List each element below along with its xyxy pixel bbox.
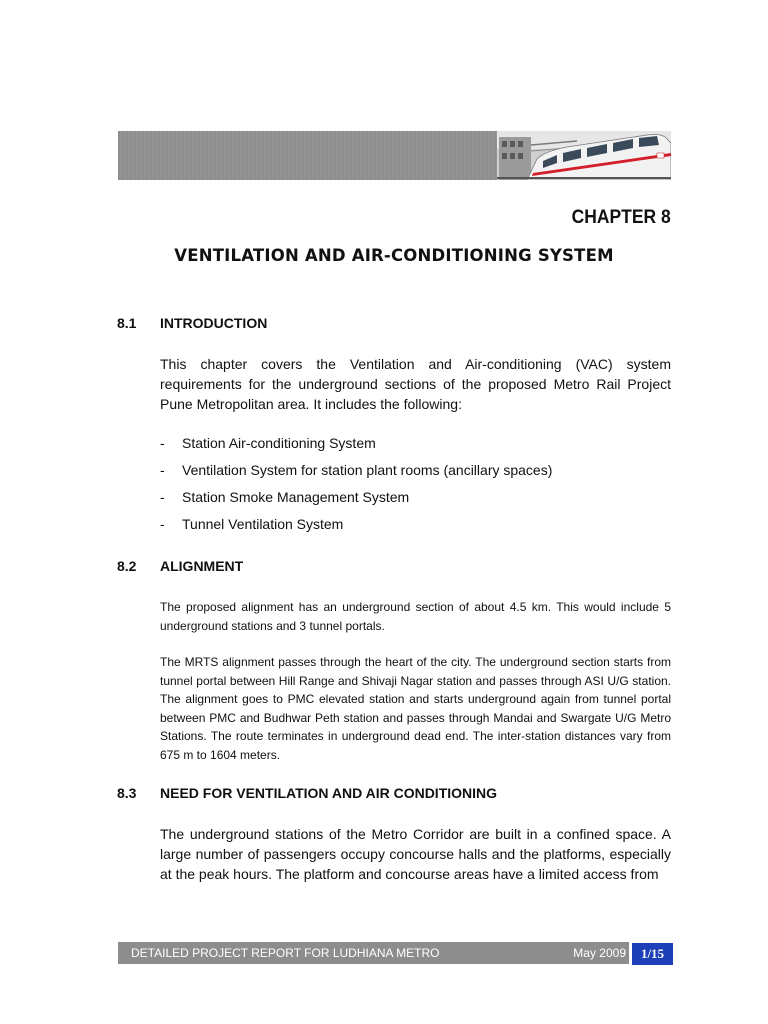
list-item-text: Station Air-conditioning System (182, 435, 376, 451)
list-item-text: Station Smoke Management System (182, 489, 410, 505)
intro-paragraph: This chapter covers the Ventilation and Air-conditioning (VAC) system requirements for the underground sections of the proposed Metro Rail Project Pune Metropolitan area. It includes the following: (160, 356, 671, 412)
section-heading-need-for-vac (117, 785, 497, 801)
page-footer (118, 942, 629, 964)
bullet-dash: - (160, 489, 165, 505)
section-heading-alignment (117, 558, 243, 574)
alignment-paragraph-1: The proposed alignment has an underground section of about 4.5 km. This would include 5 underground stations and 3 tunnel portals. (160, 600, 671, 633)
list-item (160, 462, 671, 489)
footer-report-title: DETAILED PROJECT REPORT FOR LUDHIANA METRO (131, 946, 440, 960)
list-item (160, 489, 671, 516)
need-for-vac-paragraph: The underground stations of the Metro Corridor are built in a confined space. A large number of passengers occupy concourse halls and the platforms, especially at the peak hours. The platform and concourse areas have a limited access from (160, 826, 671, 882)
section-number: 8.3 (117, 785, 137, 801)
bullet-dash: - (160, 516, 165, 532)
metro-train-photo (497, 131, 671, 180)
chapter-title: VENTILATION AND AIR-CONDITIONING SYSTEM (174, 246, 614, 265)
section-title: INTRODUCTION (160, 315, 268, 331)
list-item (160, 435, 671, 462)
section-title: NEED FOR VENTILATION AND AIR CONDITIONING (160, 785, 498, 801)
section-number: 8.1 (117, 315, 137, 331)
bullet-dash: - (160, 462, 165, 478)
section-number: 8.2 (117, 558, 137, 574)
intro-bullet-list (160, 435, 671, 543)
bullet-dash: - (160, 435, 165, 451)
footer-date: May 2009 (573, 946, 626, 960)
alignment-paragraph-2: The MRTS alignment passes through the heart of the city. The underground section starts from tunnel portal between Hill Range and Shivaji Nagar station and passes through ASI U/G station. The alignment goes to PMC elevated station and starts underground again from tunnel portal between PMC and Budhwar Peth station and passes through Mandai and Swargate U/G Metro Stations. The route terminates in underground dead end. The inter-station distances vary from 675 m to 1604 meters. (160, 655, 671, 762)
section-title: ALIGNMENT (160, 558, 244, 574)
chapter-number: CHAPTER 8 (571, 207, 671, 228)
list-item (160, 516, 671, 543)
page-number-badge: 1/15 (632, 943, 673, 965)
chapter-banner (118, 131, 671, 180)
list-item-text: Ventilation System for station plant rooms (ancillary spaces) (182, 462, 553, 478)
section-heading-introduction (117, 315, 267, 331)
list-item-text: Tunnel Ventilation System (182, 516, 344, 532)
